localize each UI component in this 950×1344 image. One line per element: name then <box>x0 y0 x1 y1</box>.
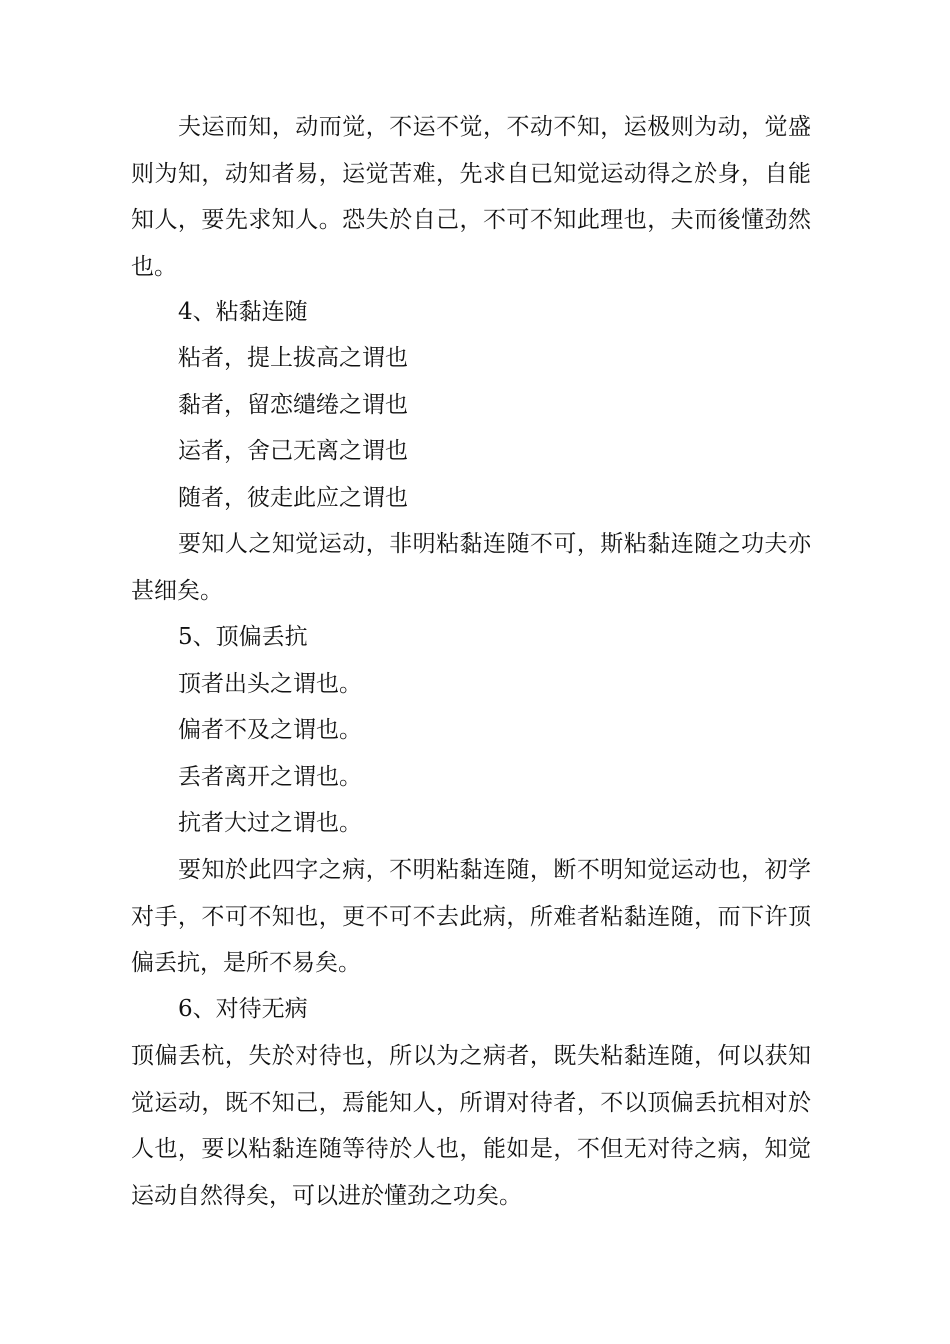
paragraph-section-4: 要知人之知觉运动，非明粘黏连随不可，斯粘黏连随之功夫亦甚细矣。 <box>131 531 811 604</box>
line-diu: 丢者离开之谓也。 <box>178 764 362 790</box>
line-zhan: 粘者，提上拔高之谓也 <box>178 345 408 371</box>
paragraph-section-5: 要知於此四字之病，不明粘黏连随，断不明知觉运动也，初学对手，不可不知也，更不可不去此病，所难者粘黏连随，而下许顶偏丢抗，是所不易矣。 <box>131 857 811 976</box>
section-heading-5: 5、顶偏丢抗 <box>178 624 308 650</box>
section-heading-4: 4、粘黏连随 <box>178 299 308 325</box>
line-pian: 偏者不及之谓也。 <box>178 717 362 743</box>
line-sui: 随者，彼走此应之谓也 <box>178 485 408 511</box>
line-nian: 黏者，留恋缱绻之谓也 <box>178 392 408 418</box>
line-yun: 运者，舍己无离之谓也 <box>178 438 408 464</box>
paragraph-intro: 夫运而知，动而觉，不运不觉，不动不知，运极则为动，觉盛则为知，动知者易，运觉苦难，先求自已知觉运动得之於身，自能知人，要先求知人。恐失於自己，不可不知此理也，夫而後懂劲然也。 <box>131 114 811 280</box>
paragraph-section-6: 顶偏丢杭，失於对待也，所以为之病者，既失粘黏连随，何以获知觉运动，既不知己，焉能知人，所谓对待者，不以顶偏丢抗相对於人也，要以粘黏连随等待於人也，能如是，不但无对待之病，知觉运动自然得矣，可以进於懂劲之功矣。 <box>131 1043 811 1209</box>
line-ding: 顶者出头之谓也。 <box>178 671 362 697</box>
line-kang: 抗者大过之谓也。 <box>178 810 362 836</box>
section-heading-6: 6、对待无病 <box>178 996 308 1022</box>
